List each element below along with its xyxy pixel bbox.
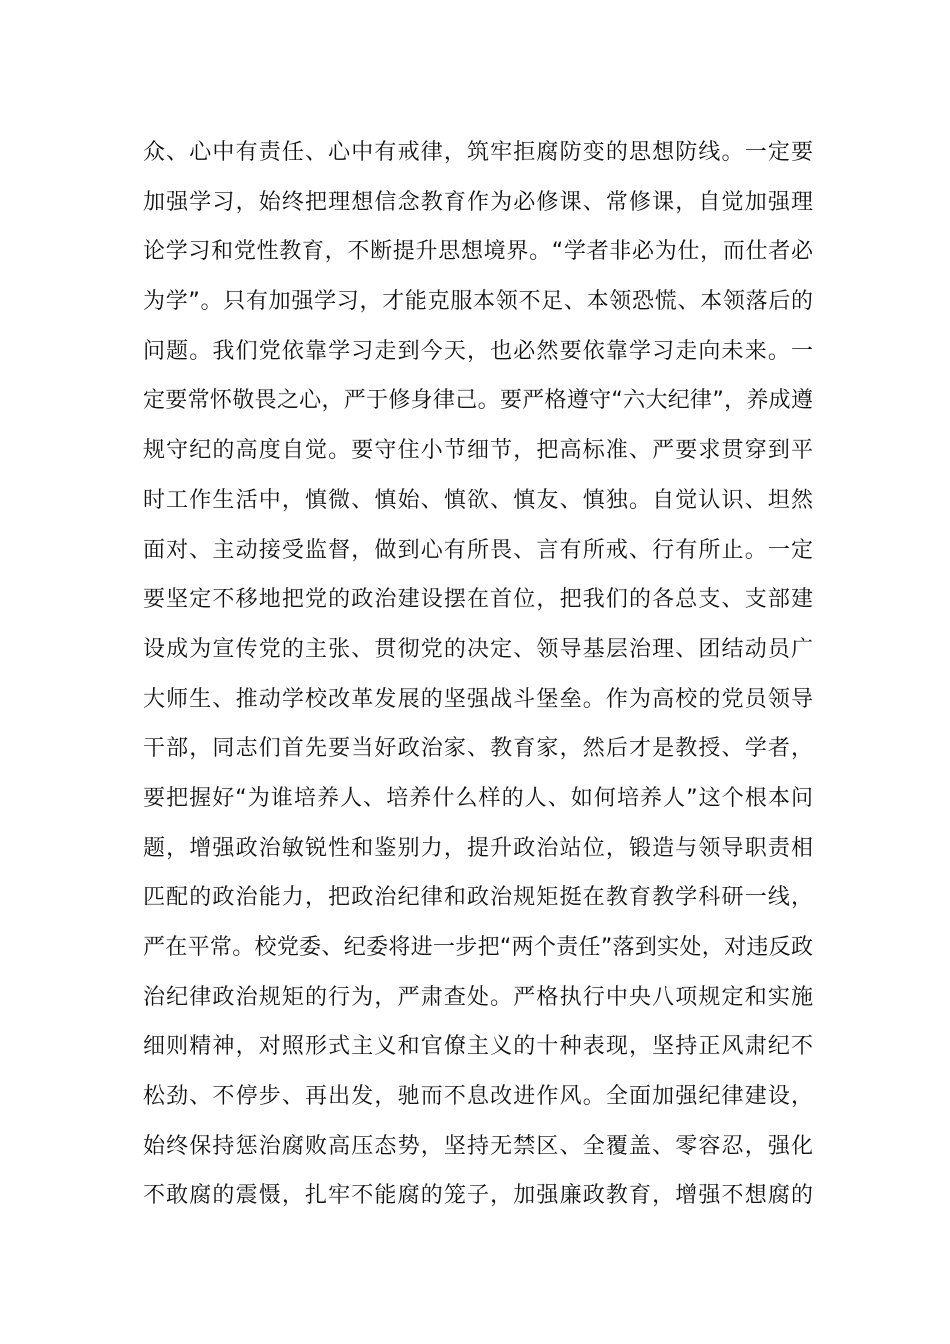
text-line: 松劲、不停步、再出发，驰而不息改进作风。全面加强纪律建设， — [143, 1084, 813, 1110]
text-line: 设成为宣传党的主张、贯彻党的决定、领导基层治理、团结动员广 — [143, 636, 813, 662]
text-line: 加强学习，始终把理想信念教育作为必修课、常修课，自觉加强理 — [143, 189, 813, 215]
text-line: 为学”。只有加强学习，才能克服本领不足、本领恐慌、本领落后的 — [143, 289, 813, 315]
text-line: 始终保持惩治腐败高压态势，坚持无禁区、全覆盖、零容忍，强化 — [143, 1133, 813, 1159]
text-line: 问题。我们党依靠学习走到今天，也必然要依靠学习走向未来。一 — [143, 338, 813, 364]
text-line: 时工作生活中，慎微、慎始、慎欲、慎友、慎独。自觉认识、坦然 — [143, 487, 813, 513]
text-line: 众、心中有责任、心中有戒律，筑牢拒腐防变的思想防线。一定要 — [143, 140, 813, 165]
text-line: 细则精神，对照形式主义和官僚主义的十种表现，坚持正风肃纪不 — [143, 1034, 813, 1060]
text-line: 论学习和党性教育，不断提升思想境界。“学者非必为仕，而仕者必 — [143, 239, 813, 265]
text-line: 要把握好“为谁培养人、培养什么样的人、如何培养人”这个根本问 — [143, 785, 813, 811]
text-line: 要坚定不移地把党的政治建设摆在首位，把我们的各总支、支部建 — [143, 587, 813, 613]
text-line: 大师生、推动学校改革发展的坚强战斗堡垒。作为高校的党员领导 — [143, 686, 813, 712]
text-line: 匹配的政治能力，把政治纪律和政治规矩挺在教育教学科研一线， — [143, 885, 813, 911]
text-line: 面对、主动接受监督，做到心有所畏、言有所戒、行有所止。一定 — [143, 537, 813, 563]
text-line: 干部，同志们首先要当好政治家、教育家，然后才是教授、学者， — [143, 736, 813, 762]
text-line: 治纪律政治规矩的行为，严肃查处。严格执行中央八项规定和实施 — [143, 984, 813, 1010]
text-line: 定要常怀敬畏之心，严于修身律己。要严格遵守“六大纪律”，养成遵 — [143, 388, 813, 414]
text-line: 不敢腐的震慑，扎牢不能腐的笼子，加强廉政教育，增强不想腐的 — [143, 1183, 813, 1209]
text-line: 严在平常。校党委、纪委将进一步把“两个责任”落到实处，对违反政 — [143, 935, 813, 960]
text-line: 规守纪的高度自觉。要守住小节细节，把高标准、严要求贯穿到平 — [143, 438, 813, 464]
body-text — [143, 128, 813, 1221]
text-line: 题，增强政治敏锐性和鉴别力，提升政治站位，锻造与领导职责相 — [143, 835, 813, 861]
